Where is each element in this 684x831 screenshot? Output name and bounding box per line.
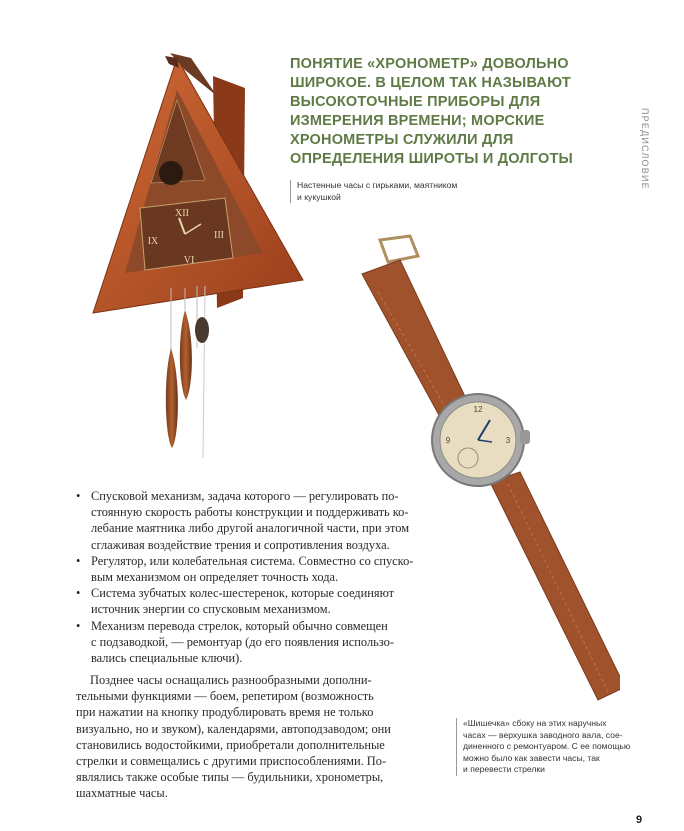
pendulum-and-weights [166,286,209,458]
crown-knob [520,430,530,444]
list-item-line: Механизм перевода стрелок, который обычно совмещен [91,618,388,633]
list-item [76,488,448,553]
headline-line: ШИРОКОЕ. В ЦЕЛОМ ТАК НАЗЫВАЮТ [290,75,571,91]
svg-text:12: 12 [473,405,483,414]
bullet-marker: • [76,553,81,568]
headline-line: ИЗМЕРЕНИЯ ВРЕМЕНИ; МОРСКИЕ [290,113,545,129]
list-item-line: источник энергии со спусковым механизмом. [91,602,331,617]
list-item-line: Система зубчатых колес-шестеренок, которые соединяют [91,586,395,601]
list-item-line: лебание маятника либо другой аналогичной части, при этом [91,521,410,536]
bullet-list [76,488,448,666]
clock-case [93,53,303,313]
list-item-line: с подзаводкой, — ремонтуар (до его появления использо- [91,634,394,649]
watch-case [432,394,530,486]
list-item [76,585,448,617]
watch-caption [456,718,643,776]
numeral-iii: III [214,230,224,241]
headline-line: ХРОНОМЕТРЫ СЛУЖИЛИ ДЛЯ [290,132,514,148]
headline-line: ПОНЯТИЕ «ХРОНОМЕТР» ДОВОЛЬНО [290,56,569,72]
section-tab [636,108,650,188]
paragraph-line: становились водостойкими, приобретали дополнительные [76,737,385,752]
clock-caption [290,180,507,203]
numeral-ix: IX [147,236,159,247]
caption-line: Настенные часы с гирьками, маятником [297,180,458,190]
page-headline [290,55,573,169]
clock-face [140,198,233,270]
svg-text:3: 3 [505,436,511,445]
caption-line: можно было как завести часы, так [463,752,600,763]
headline-line: ОПРЕДЕЛЕНИЯ ШИРОТЫ И ДОЛГОТЫ [290,151,573,167]
caption-line: и перевести стрелки [463,764,545,774]
paragraph-line: при нажатии на кнопку продублировать время не только [76,705,374,720]
paragraph-line: шахматные часы. [76,786,168,801]
caption-line: и кукушкой [297,191,341,202]
paragraph-line: тельными функциями — боем, репетиром (возможность [76,689,374,704]
caption-line: часах — верхушка заводного вала, сое- [463,729,623,740]
body-paragraph [76,672,448,802]
caption-line: диненного с ремонтуаром. С ее помощью [463,741,631,751]
paragraph-line: Позднее часы оснащались разнообразными дополни- [90,673,372,687]
headline-line: ВЫСОКОТОЧНЫЕ ПРИБОРЫ ДЛЯ [290,94,541,110]
list-item-line: вым механизмом он определяет точность хода. [91,570,339,585]
list-item-line: Регулятор, или колебательная система. Совместно со спуско- [91,553,414,568]
list-item [76,553,448,585]
svg-text:9: 9 [445,436,451,445]
paragraph-line: являлись также особые типы — будильники, хронометры, [76,770,384,785]
list-item-line: стоянную скорость работы конструкции и поддерживать ко- [91,505,409,520]
numeral-vi: VI [183,255,195,266]
caption-line: «Шишечка» сбоку на этих наручных [463,718,607,728]
bullet-marker: • [76,618,81,633]
list-item-line: Спусковой механизм, задача которого — регулировать по- [91,489,399,503]
bullet-marker: • [76,586,81,601]
paragraph-line: визуально, но и звуком), календарями, автоподзаводом; они [76,721,391,736]
paragraph-line: стрелки и совмещались с другими приспособлениями. По- [76,754,387,769]
list-item [76,618,448,667]
list-item-line: вались специальные ключи). [91,651,243,666]
section-tab-label: ПРЕДИСЛОВИЕ [640,108,650,190]
page-number: 9 [636,814,643,826]
numeral-xii: XII [175,208,189,219]
bullet-marker: • [76,489,81,503]
list-item-line: сглаживая воздействие трения и сопротивления воздуха. [91,537,390,552]
